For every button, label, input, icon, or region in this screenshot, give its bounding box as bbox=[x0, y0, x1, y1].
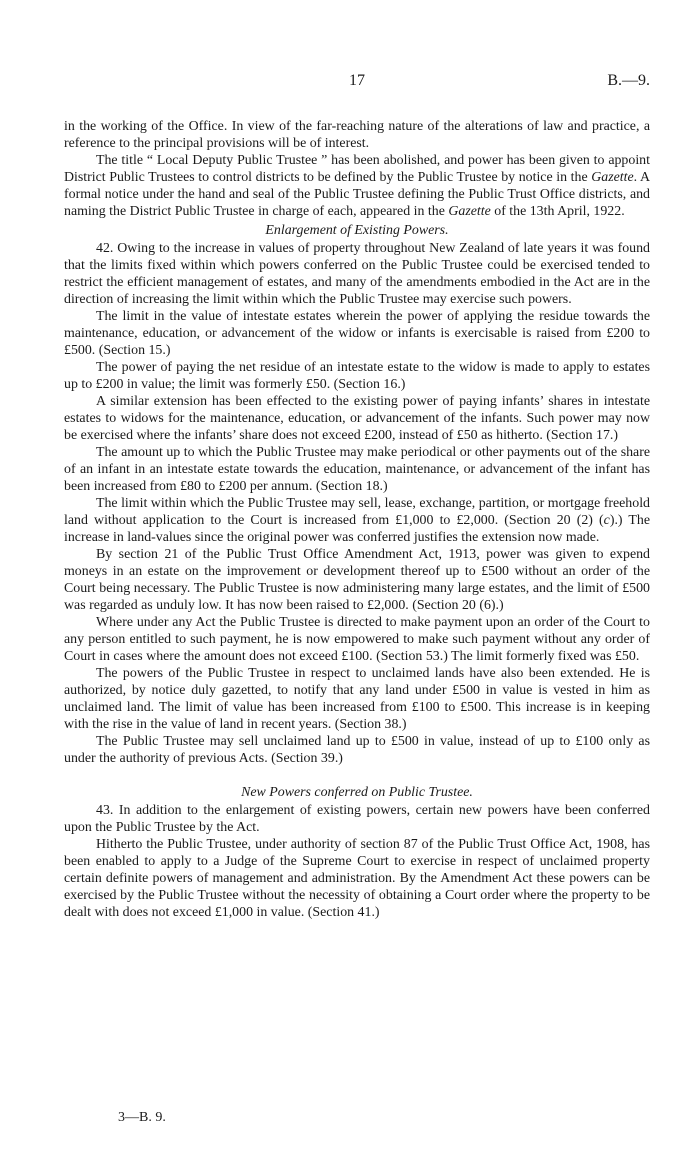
page-footer-signature: 3—B. 9. bbox=[118, 1110, 166, 1125]
paragraph-periodical-payments: The amount up to which the Public Trustee may make periodical or other payments out of the share of an infant in an intestate estate towards the education, maintenance, or advancement of the infant has been increased from £80 to £200 per annum. (Section 18.) bbox=[64, 445, 650, 494]
paragraph-42: 42. Owing to the increase in values of property throughout New Zealand of late years it was found that the limits fixed within which powers conferred on the Public Trustee could be exercised tended to restrict the efficient management of estates, and many of the amendments embodied in the Act are in the direction of increasing the limit within which the Public Trustee may exercise such powers. bbox=[64, 241, 650, 307]
paragraph-infants-shares: A similar extension has been effected to the existing power of paying infants’ shares in intestate estates to widows for the maintenance, education, or advancement of the infants. Such power may now be exercised where the infants’ share does not exceed £200, instead of £50 as hitherto. (Section 17.) bbox=[64, 394, 650, 443]
paragraph-sell-unclaimed: The Public Trustee may sell unclaimed land up to £500 in value, instead of up to £100 only as under the authority of previous Acts. (Section 39.) bbox=[64, 734, 650, 766]
paragraph-title-change: The title “ Local Deputy Public Trustee ” has been abolished, and power has been given to appoint District Public Trustees to control districts to be defined by the Public Trustee by notice in the Gazette. A formal notice under the hand and seal of the Public Trustee defining the Public Trust Office districts, and naming the District Public Trustee in charge of each, appeared in the Gazette of the 13th April, 1922. bbox=[64, 153, 650, 219]
document-reference: B.—9. bbox=[607, 72, 650, 89]
section-heading-new-powers: New Powers conferred on Public Trustee. bbox=[241, 785, 473, 800]
section-heading-existing-powers: Enlargement of Existing Powers. bbox=[265, 223, 449, 238]
paragraph-section-21: By section 21 of the Public Trust Office Amendment Act, 1913, power was given to expend moneys in an estate on the improvement or development thereof up to £500 without an order of the Court being necessary. The Public Trustee is now administering many large estates, and the limit of £500 was regarded as unduly low. It has now been raised to £2,000. (Section 20 (6).) bbox=[64, 547, 650, 613]
page-header bbox=[64, 72, 650, 94]
gazette-italic: Gazette bbox=[591, 170, 634, 185]
document-body bbox=[64, 118, 650, 921]
paragraph-intro: in the working of the Office. In view of the far-reaching nature of the alterations of law and practice, a reference to the principal provisions will be of interest. bbox=[64, 119, 650, 151]
gazette-italic: Gazette bbox=[448, 204, 491, 219]
paragraph-unclaimed-lands: The powers of the Public Trustee in respect to unclaimed lands have also been extended. He is authorized, by notice duly gazetted, to notify that any land under £500 in value is vested in him as unclaimed land. The limit of value has been increased from £100 to £500. This increase is in keeping with the rise in the value of land in recent years. (Section 38.) bbox=[64, 666, 650, 732]
paragraph-section-87: Hitherto the Public Trustee, under authority of section 87 of the Public Trust Office Act, 1908, has been enabled to apply to a Judge of the Supreme Court to exercise in respect of unclaimed property certain definite powers of management and administration. By the Amendment Act these powers can be exercised by the Public Trustee without the necessity of obtaining a Court order where the property to be dealt with does not exceed £1,000 in value. (Section 41.) bbox=[64, 837, 650, 920]
paragraph-net-residue: The power of paying the net residue of an intestate estate to the widow is made to apply to estates up to £200 in value; the limit was formerly £50. (Section 16.) bbox=[64, 360, 650, 392]
page-number: 17 bbox=[349, 72, 365, 89]
paragraph-intestate-limit: The limit in the value of intestate estates wherein the power of applying the residue towards the maintenance, education, or advancement of the widow or infants is exercisable is raised from £200 to £500. (Section 15.) bbox=[64, 309, 650, 358]
paragraph-court-payment: Where under any Act the Public Trustee is directed to make payment upon an order of the Court to any person entitled to such payment, he is now empowered to make such payment without any order of Court in cases where the amount does not exceed £100. (Section 53.) The limit formerly fixed was £50. bbox=[64, 615, 650, 664]
paragraph-freehold-land: The limit within which the Public Trustee may sell, lease, exchange, partition, or mortgage freehold land without application to the Court is increased from £1,000 to £2,000. (Section 20 (2) (c).) The increase in land-values since the original power was conferred justifies the extension now made. bbox=[64, 496, 650, 545]
paragraph-43: 43. In addition to the enlargement of existing powers, certain new powers have been conferred upon the Public Trustee by the Act. bbox=[64, 803, 650, 835]
